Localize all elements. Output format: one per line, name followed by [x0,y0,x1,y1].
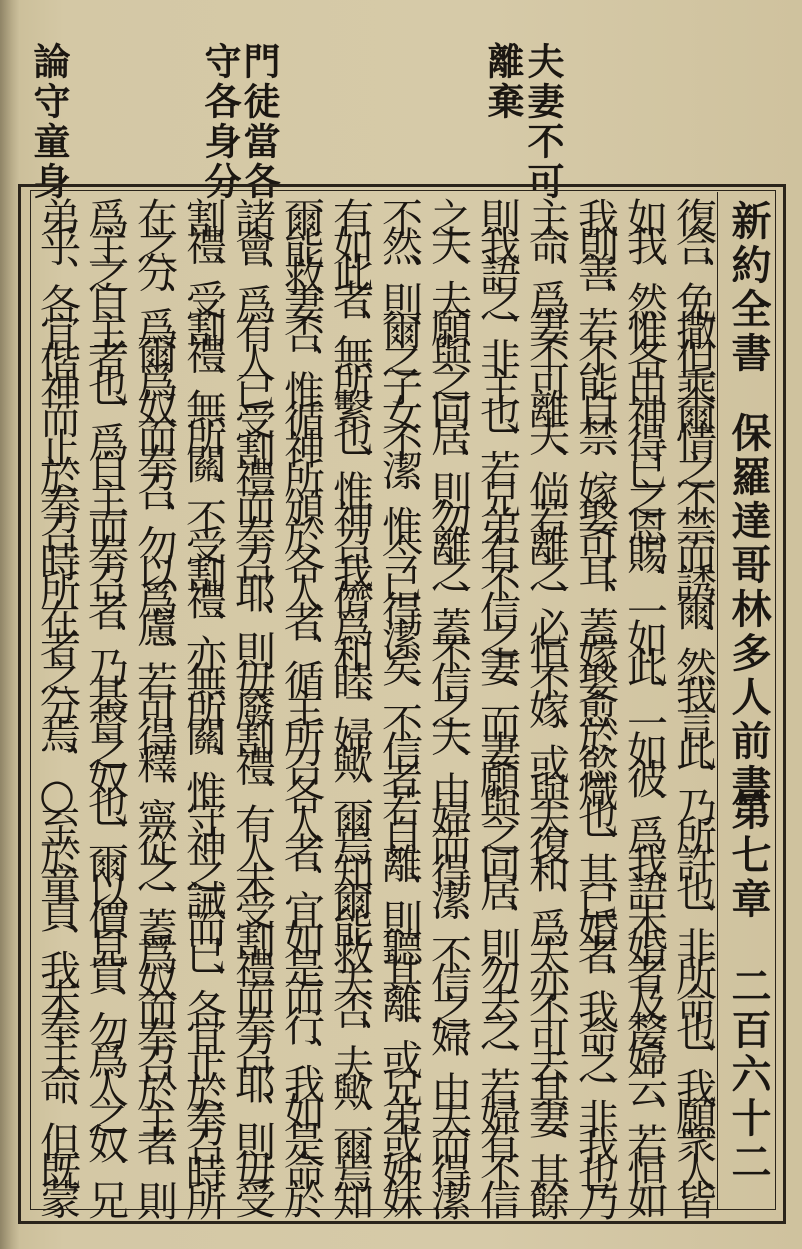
text-column-5: 則我語之、非主也、若兄弟有不信之妻、而妻願與之同居、則勿去之、若婦有不信 [473,197,521,1208]
text-column-8: 有如此者、無所繫也、惟神召我儕爲和睦、婦歟、爾焉知爾能救夫否、夫歟、爾焉知 [326,197,374,1208]
text-column-4: 主命、爲妻不可離夫、倘若離之、必恒不嫁、或與夫復和、爲夫亦不可去其妻、其餘 [522,197,570,1208]
text-column-3: 我則善、若不能自禁、嫁娶可耳、蓋嫁娶愈於慾熾也、其已婚者、我命之、非我也乃 [571,197,619,1208]
book-gutter [0,0,20,1249]
chapter-label: 第七章 [725,790,772,922]
text-column-6: 之夫、夫願與之同居、則勿離之、蓋不信之夫、由婦而得潔、不信之婦、由夫而得潔 [424,197,472,1208]
text-column-12: 在之分、爲爾爲奴而奉召、勿以爲慮、若可得釋、寧從之、蓋爲奴而奉召於主者、則 [130,197,178,1208]
text-column-11: 割禮、受割禮、無所關、不受割禮、亦無所關、惟守神之誡而已、各宜止於奉召時所 [179,197,227,1208]
text-column-13: 爲主之自主者也、爲自主而奉召者、乃基督之奴也、爾以價見買、勿爲人之奴、兄 [81,197,129,1208]
margin-note-disciples-line-2: 守各身分 [198,42,242,202]
text-column-9: 爾能救妻否、惟循神所頒於各人者、循主所召各人者、宜如是而行、我如是命於 [277,197,325,1208]
book-title: 新約全書 [725,200,772,376]
text-column-2: 如我、然惟各由神得已之恩賜、一如此、一如彼、爲我語未婚者及嫠婦云、若恒如 [620,197,668,1208]
text-column-1: 復合、免撒但乘爾情之不禁而誘爾、然我言此、乃所許也、非所命也、我願衆人皆 [669,197,717,1208]
text-column-10: 諸會、爲有人已受割禮而奉召耶、則毋廢割禮、有人未受割禮而奉召耶、則毋受 [228,197,276,1208]
margin-note-marriage-line-2: 離棄 [481,42,525,122]
margin-note-marriage-line-1: 夫妻不可 [521,42,565,202]
text-column-14: 弟乎、各宜偕神而止於奉召時所在者之分焉、○至於童貞、我未奉主命、但既蒙 [33,197,81,1208]
text-column-7: 不然、則爾之子女不潔、惟今已得潔矣、不信者若自離、則聽其離、或兄弟或姊妹 [375,197,423,1208]
margin-note-virginity: 論守童身 [27,42,71,202]
epistle-title: 保羅達哥林多人前書 [725,412,772,808]
header-rule [717,192,718,1210]
page-number: 二百六十二 [725,965,772,1185]
margin-note-disciples-line-1: 門徒當各 [237,42,281,202]
